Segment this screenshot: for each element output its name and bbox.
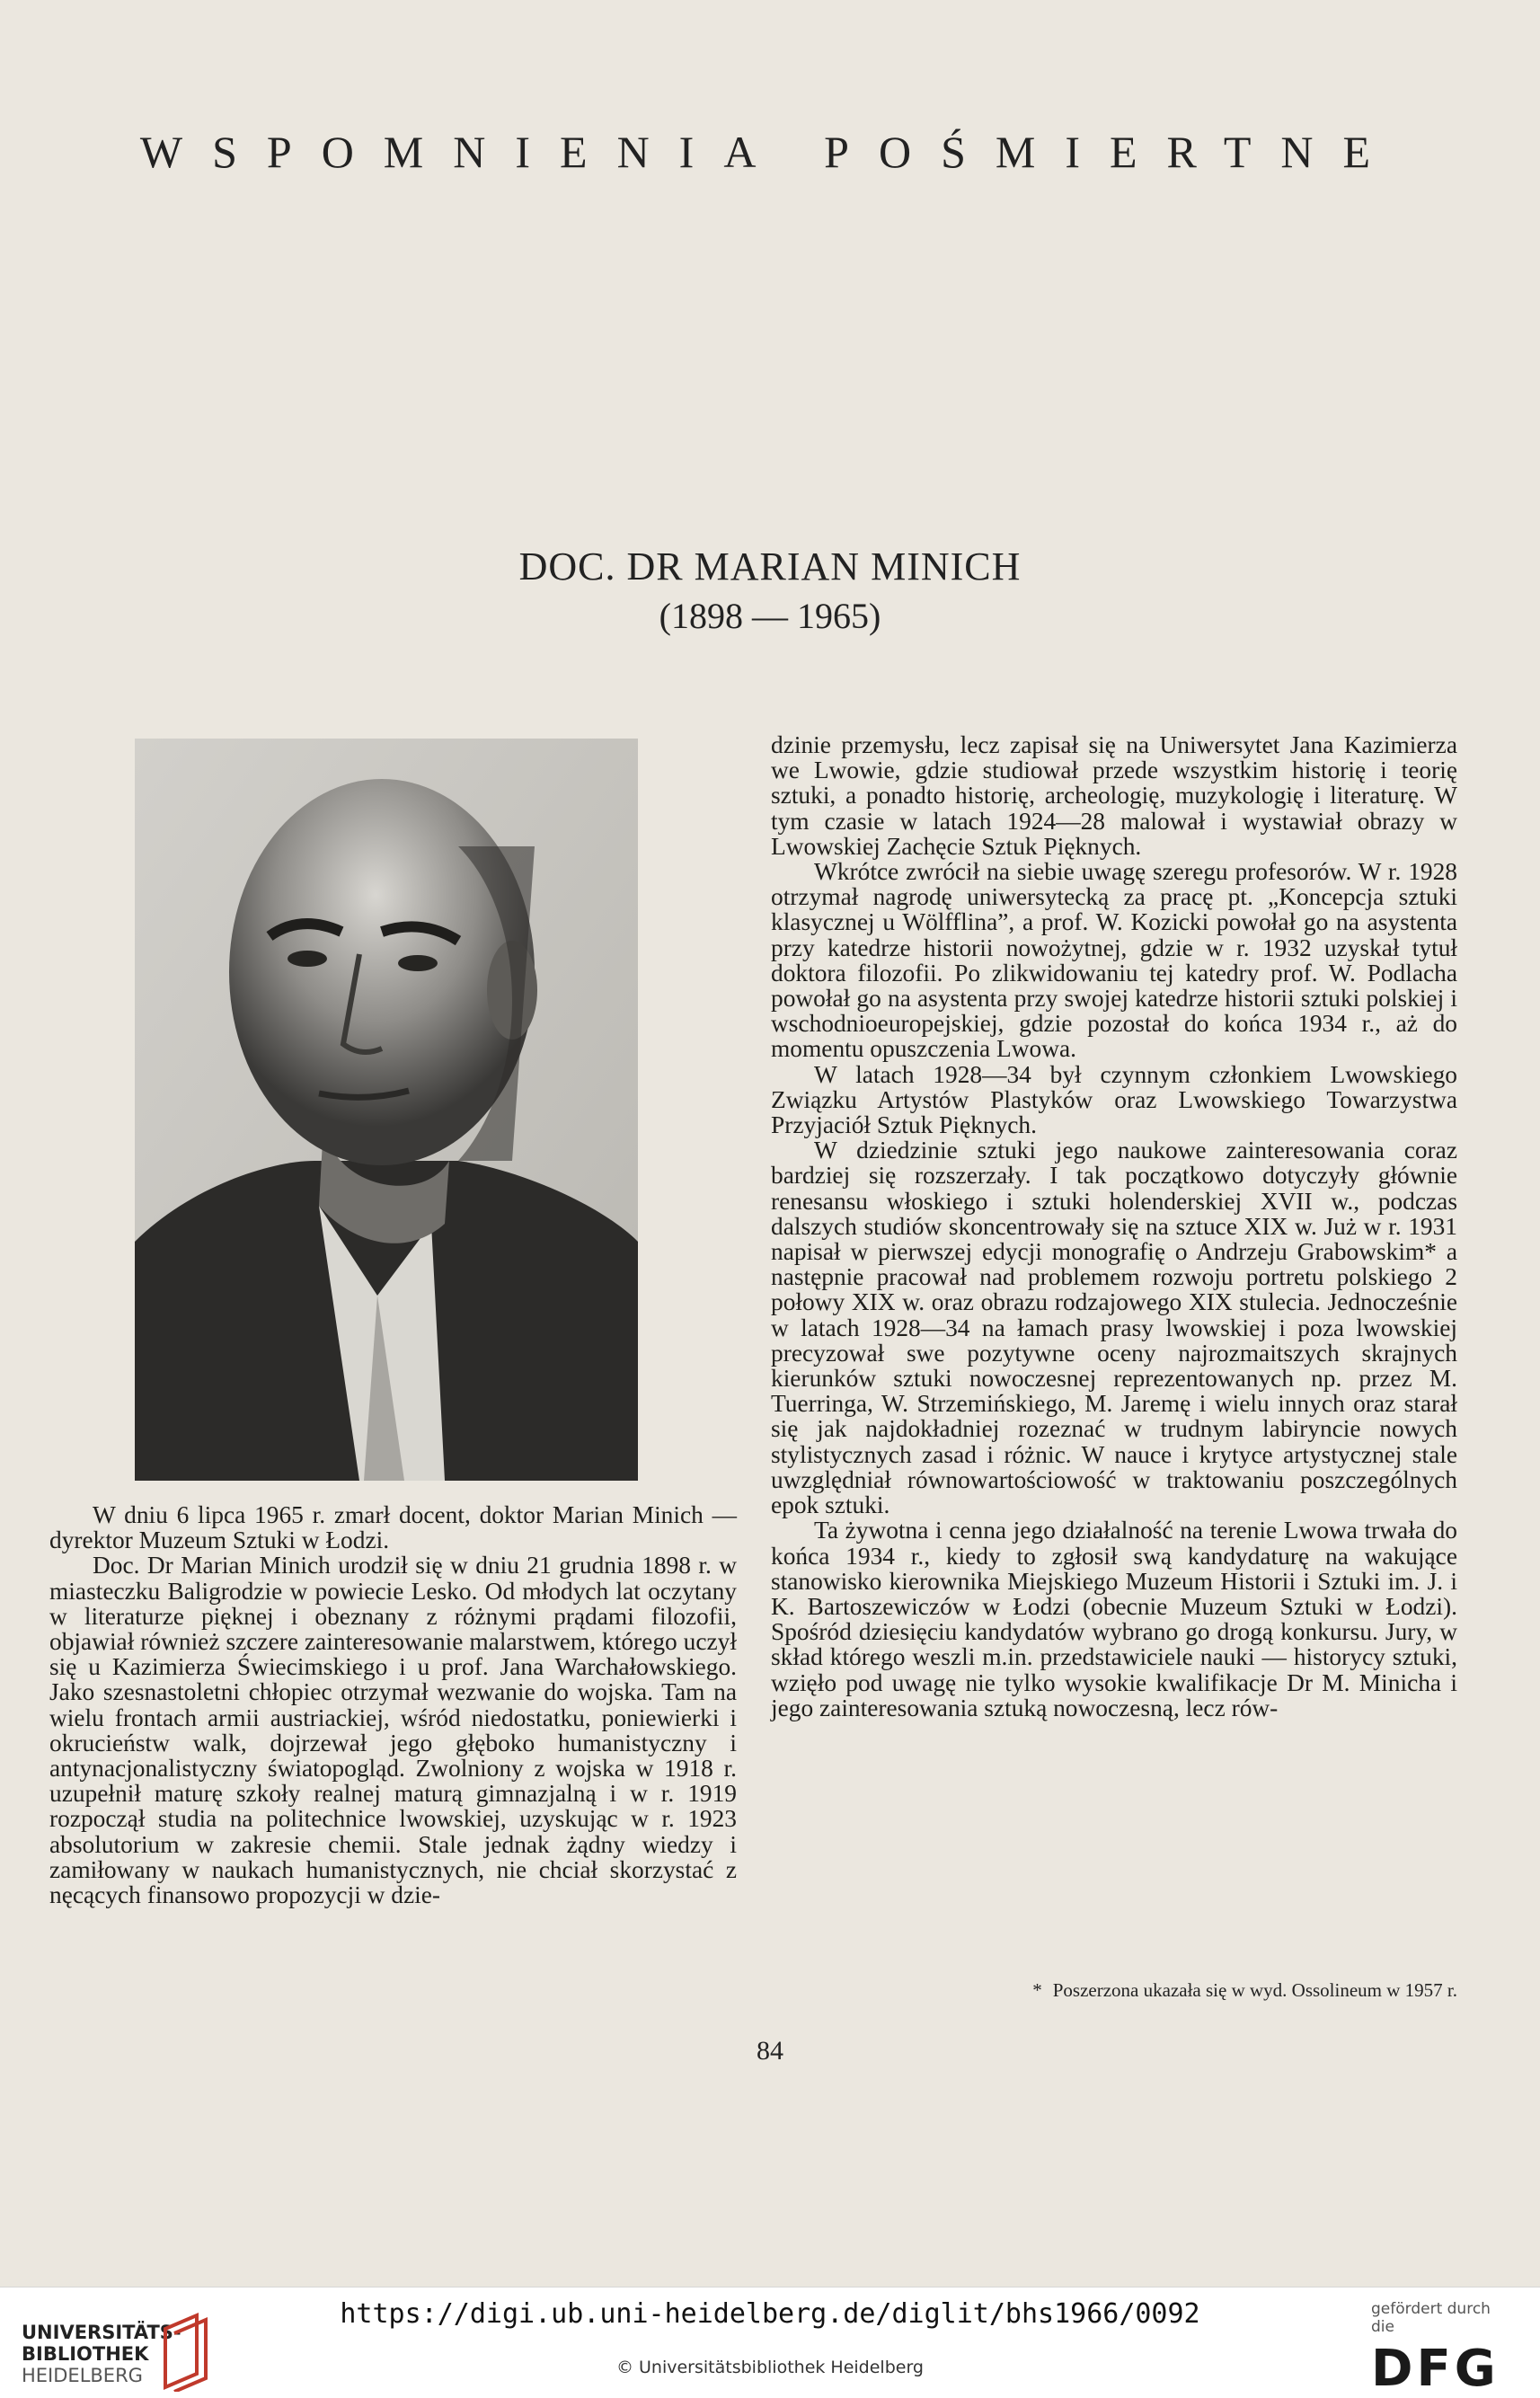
right-column: [771, 732, 1457, 1721]
library-name-line1: UNIVERSITÄTS-: [22, 2322, 181, 2343]
document-url-link[interactable]: https://digi.ub.uni-heidelberg.de/diglit/bhs1966/0092: [340, 2298, 1200, 2330]
footnote-mark: *: [1032, 1979, 1042, 2001]
footnote: [771, 1979, 1457, 2002]
funding-note: gefördert durch die: [1371, 2300, 1491, 2336]
library-name-line2: BIBLIOTHEK: [22, 2343, 149, 2365]
paragraph: Doc. Dr Marian Minich urodził się w dniu 21 grudnia 1898 r. w miasteczku Baligrodzie w powiecie Lesko. Od młodych lat oczytany w literaturze pięknej i obeznany z różnymi prądami filozofii, objawiał również szczere zainteresowanie malarstwem, którego uczył się u Kazimierza Świecimskiego i u prof. Jana Warchałowskiego. Jako szesnastoletni chłopiec otrzymał wezwanie do wojska. Tam na wielu frontach armii austriackiej, wśród niedostatku, poniewierki i okrucieństw walk, dojrzewał jego głęboko humanistyczny i antynacjonalistyczny światopogląd. Zwolniony z wojska w 1918 r. uzupełnił maturę szkoły realnej maturą gimnazjalną i w r. 1919 rozpoczął studia na politechnice lwowskiej, uzyskując w r. 1923 absolutorium w zakresie chemii. Stale jednak żądny wiedzy i zamiłowany w naukach humanistycznych, nie chciał skorzystać z nęcących finansowo propozycji w dzie-: [49, 1552, 737, 1909]
paragraph: Ta żywotna i cenna jego działalność na terenie Lwowa trwała do końca 1934 r., kiedy to zgłosił swą kandydaturę na wakujące stanowisko kierownika Miejskiego Muzeum Historii i Sztuki im. J. i K. Bartoszewiczów w Łodzi (obecnie Muzeum Sztuki w Łodzi). Spośród dziesięciu kandydatów wybrano go drogą konkursu. Jury, w skład którego weszli m.in. przedstawiciele nauki — historycy sztuki, wzięło pod uwagę nie tylko wysokie kwalifikacje Dr M. Minicha i jego zainteresowania sztuką nowoczesną, lecz rów-: [771, 1517, 1457, 1721]
section-header: WSPOMNIENIA POŚMIERTNE: [139, 127, 1401, 177]
paragraph: Wkrótce zwrócił na siebie uwagę szeregu profesorów. W r. 1928 otrzymał nagrodę uniwersytecką za pracę pt. „Koncepcja sztuki klasycznej u Wölfflina”, a prof. W. Kozicki powołał go na asystenta przy katedrze historii nowożytnej, gdzie w r. 1932 uzyskał tytuł doktora filozofii. Po zlikwidowaniu tej katedry prof. W. Podlacha powołał go na asystenta przy swojej katedrze historii sztuki polskiej i wschodnioeuropejskiej, gdzie pozostał do końca 1934 r., aż do momentu opuszczenia Lwowa.: [771, 858, 1457, 1063]
left-column: [49, 1502, 737, 1907]
copyright-notice: © Universitätsbibliothek Heidelberg: [615, 2358, 924, 2377]
dfg-logo-text: DFG: [1371, 2340, 1500, 2398]
portrait-photo: [135, 739, 638, 1481]
paragraph: W latach 1928—34 był czynnym członkiem Lwowskiego Związku Artystów Plastyków oraz Lwowskiego Towarzystwa Przyjaciół Sztuk Pięknych.: [771, 1060, 1457, 1139]
article-years: (1898 — 1965): [659, 596, 881, 636]
portrait-image: [135, 739, 638, 1481]
article-title: DOC. DR MARIAN MINICH: [518, 544, 1022, 588]
library-name-line3: HEIDELBERG: [22, 2365, 143, 2386]
page-number: 84: [757, 2036, 783, 2066]
funder-logo[interactable]: [1371, 2300, 1515, 2398]
paragraph: dzinie przemysłu, lecz zapisał się na Uniwersytet Jana Kazimierza we Lwowie, gdzie studiował przede wszystkim historię i teorię sztuki, a ponadto historię, archeologię, muzykologię i literaturę. W tym czasie w latach 1924—28 malował i wystawiał obrazy w Lwowskiej Zachęcie Sztuk Pięknych.: [771, 731, 1457, 860]
paragraph: W dniu 6 lipca 1965 r. zmarł docent, doktor Marian Minich — dyrektor Muzeum Sztuki w Łodzi.: [49, 1501, 737, 1554]
paragraph: W dziedzinie sztuki jego naukowe zainteresowania coraz bardziej się rozszerzały. I tak początkowo dotyczyły głównie renesansu włoskiego i sztuki holenderskiej XVII w., podczas dalszych studiów skoncentrowały się na sztuce XIX w. Już w r. 1931 napisał w pierwszej edycji monografię o Andrzeju Grabowskim* a następnie pracował nad problemem rozwoju portretu polskiego 2 połowy XIX w. oraz obrazu rodzajowego XIX stulecia. Jednocześnie w latach 1928—34 na łamach prasy lwowskiej i poza lwowskiej precyzował swe pozytywne oceny najrozmaitszych skrajnych kierunków sztuki nowoczesnej reprezentowanych np. przez M. Tuerringa, W. Strzemińskiego, M. Jaremę i wielu innych oraz starał się jak najdokładniej rozeznać w trudnym labiryncie nowych stylistycznych zasad i różnic. W nauce i krytyce artystycznej stale uwzględniał równowartościowość w traktowaniu poszczególnych epok sztuki.: [771, 1137, 1457, 1519]
footnote-text: Poszerzona ukazała się w wyd. Ossolineum w 1957 r.: [1052, 1979, 1457, 2001]
viewer-footer: [0, 2287, 1540, 2398]
